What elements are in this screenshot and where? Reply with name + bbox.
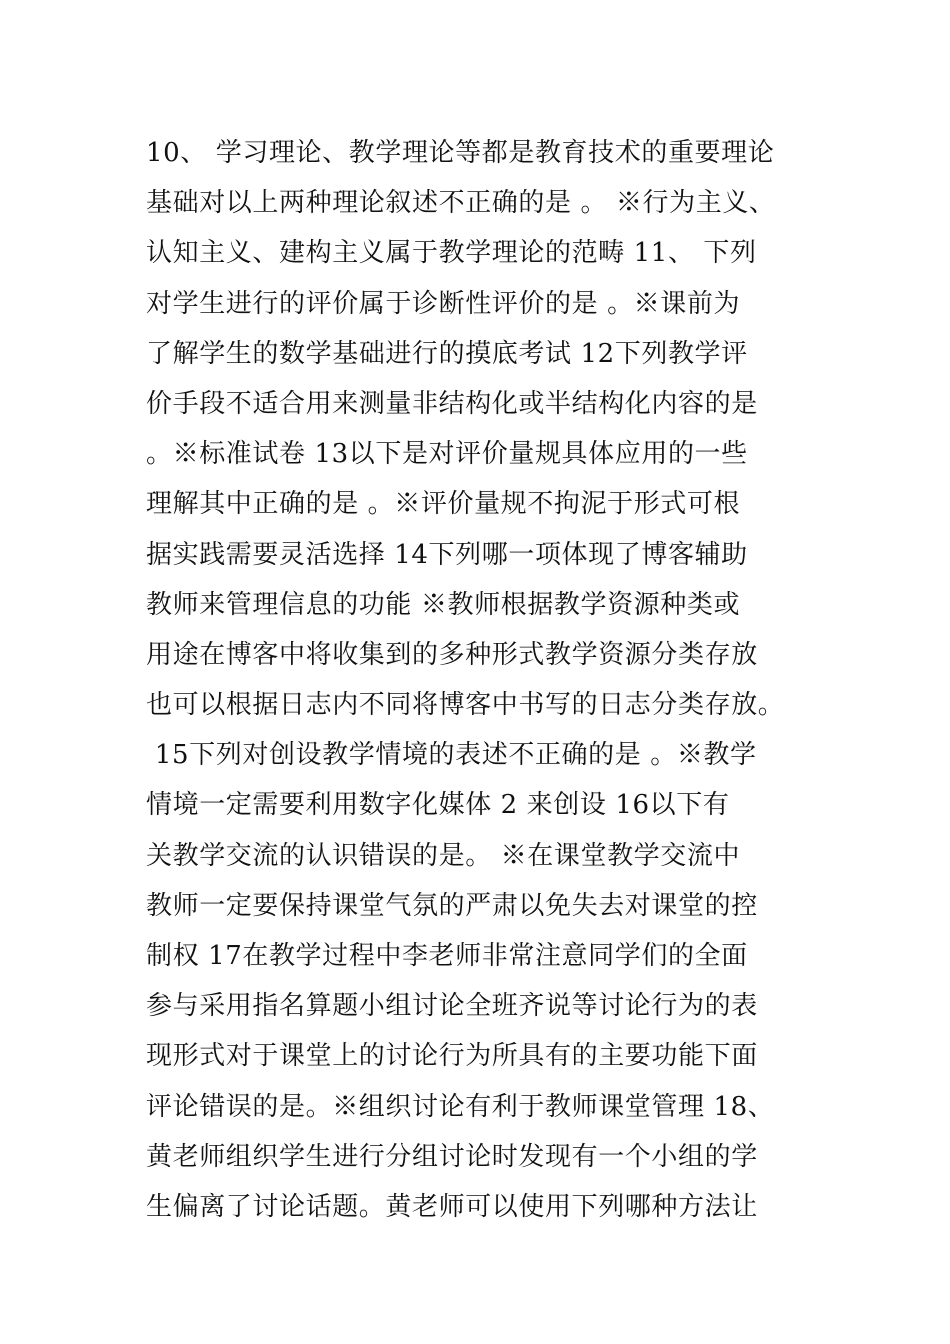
text-line: 对学生进行的评价属于诊断性评价的是 。※课前为 bbox=[146, 288, 741, 319]
text-line: 理解其中正确的是 。※评价量规不拘泥于形式可根 bbox=[146, 489, 741, 520]
text-line: 。※标准试卷 13以下是对评价量规具体应用的一些 bbox=[146, 439, 748, 470]
body-text bbox=[146, 128, 846, 1232]
text-line: 认知主义、建构主义属于教学理论的范畴 11、 下列 bbox=[146, 238, 757, 269]
text-line: 10、 学习理论、教学理论等都是教育技术的重要理论 bbox=[146, 138, 775, 168]
text-line: 教师来管理信息的功能 ※教师根据教学资源种类或 bbox=[146, 589, 741, 620]
text-line: 参与采用指名算题小组讨论全班齐说等讨论行为的表 bbox=[146, 991, 758, 1022]
text-line: 教师一定要保持课堂气氛的严肃以免失去对课堂的控 bbox=[146, 890, 758, 921]
text-line: 用途在博客中将收集到的多种形式教学资源分类存放 bbox=[146, 639, 758, 670]
text-line: 15下列对创设教学情境的表述不正确的是 。※教学 bbox=[146, 740, 757, 771]
text-line: 基础对以上两种理论叙述不正确的是 。 ※行为主义、 bbox=[146, 188, 776, 219]
text-line: 情境一定需要利用数字化媒体 2 来创设 16以下有 bbox=[146, 790, 730, 821]
text-line: 据实践需要灵活选择 14下列哪一项体现了博客辅助 bbox=[146, 539, 748, 570]
text-line: 制权 17在教学过程中李老师非常注意同学们的全面 bbox=[146, 941, 748, 971]
text-line: 关教学交流的认识错误的是。 ※在课堂教学交流中 bbox=[146, 840, 741, 871]
text-line: 了解学生的数学基础进行的摸底考试 12下列教学评 bbox=[146, 338, 748, 369]
text-line: 现形式对于课堂上的讨论行为所具有的主要功能下面 bbox=[146, 1041, 758, 1072]
text-line: 黄老师组织学生进行分组讨论时发现有一个小组的学 bbox=[146, 1141, 758, 1172]
text-line: 生偏离了讨论话题。黄老师可以使用下列哪种方法让 bbox=[146, 1191, 758, 1222]
text-line: 也可以根据日志内不同将博客中书写的日志分类存放。 bbox=[146, 690, 785, 721]
text-line: 评论错误的是。※组织讨论有利于教师课堂管理 18、 bbox=[146, 1091, 775, 1122]
text-line: 价手段不适合用来测量非结构化或半结构化内容的是 bbox=[146, 388, 758, 419]
